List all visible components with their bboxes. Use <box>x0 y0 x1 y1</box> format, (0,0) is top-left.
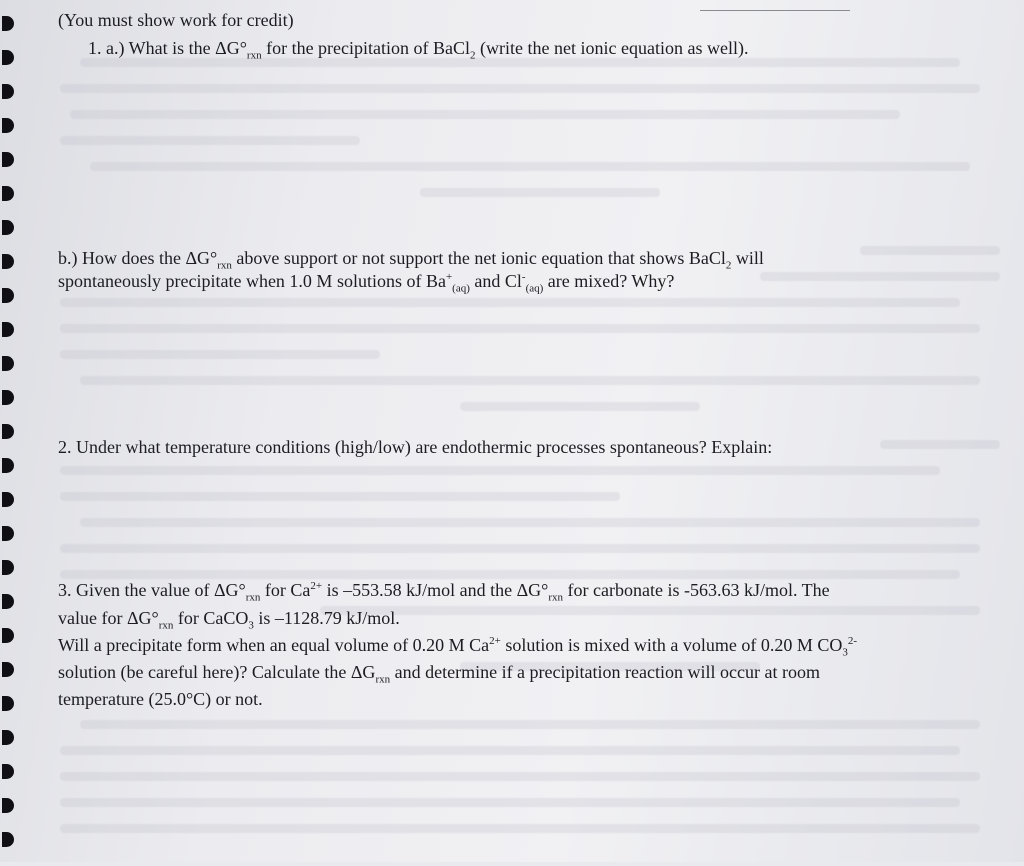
q3-text: and determine if a precipitation reaction will occur at room <box>390 662 820 682</box>
subscript: 2 <box>725 259 732 272</box>
q1a-text: a.) What is the ΔG° <box>106 38 247 58</box>
question-2: 2. Under what temperature conditions (high/low) are endothermic processes spontaneous? Explain: <box>58 437 773 457</box>
question-3-line-1 <box>58 579 830 604</box>
q1a-text: for the precipitation of BaCl <box>261 38 471 58</box>
question-3-line-3 <box>58 634 858 659</box>
q1b-text: b.) How does the ΔG° <box>58 248 218 268</box>
superscript: 2+ <box>489 635 501 647</box>
q1b-text: spontaneously precipitate when 1.0 M solutions of Ba <box>58 271 446 291</box>
question-1b-line-2 <box>58 270 675 295</box>
q1b-text: and Cl <box>469 271 522 291</box>
superscript: + <box>445 271 453 283</box>
q1b-text: are mixed? Why? <box>543 271 675 291</box>
question-1b-line-1 <box>58 247 764 272</box>
q3-text: value for ΔG° <box>58 608 159 628</box>
question-1a <box>88 37 749 62</box>
q3-text: Will a precipitate form when an equal volume of 0.20 M Ca <box>58 635 490 655</box>
subscript: 3 <box>248 619 254 632</box>
superscript: 2+ <box>310 580 323 592</box>
header-note: (You must show work for credit) <box>58 10 294 30</box>
subscript: rxn <box>217 259 232 272</box>
subscript: (aq) <box>525 282 544 295</box>
q3-text: is –553.58 kJ/mol and the ΔG° <box>322 580 549 600</box>
q3-text: solution (be careful here)? Calculate the ΔG <box>58 662 376 682</box>
subscript: rxn <box>375 673 391 686</box>
subscript: rxn <box>158 619 174 632</box>
q3-text: 3. Given the value of ΔG° <box>58 580 246 600</box>
q3-text: for Ca <box>260 580 311 600</box>
subscript: 3 <box>842 646 848 659</box>
subscript: rxn <box>246 49 262 62</box>
superscript: 2- <box>847 635 858 647</box>
subscript: (aq) <box>452 282 470 295</box>
subscript: 2 <box>470 49 476 62</box>
q1b-text: will <box>731 248 764 268</box>
q3-text: for CaCO <box>173 608 249 628</box>
q3-text: solution is mixed with a volume of 0.20 M CO <box>500 635 843 655</box>
subscript: rxn <box>245 591 261 604</box>
superscript: - <box>521 271 526 283</box>
q3-text: for carbonate is -563.63 kJ/mol. The <box>563 580 830 600</box>
q1a-text: (write the net ionic equation as well). <box>475 38 749 58</box>
question-number: 1. <box>88 38 102 58</box>
question-3-line-4 <box>58 661 820 686</box>
question-3-line-5: temperature (25.0°C) or not. <box>58 689 263 709</box>
q3-text: is –1128.79 kJ/mol. <box>253 608 400 628</box>
subscript: rxn <box>548 591 564 604</box>
question-3-line-2 <box>58 607 400 632</box>
q1b-text: above support or not support the net ionic equation that shows BaCl <box>231 248 726 268</box>
